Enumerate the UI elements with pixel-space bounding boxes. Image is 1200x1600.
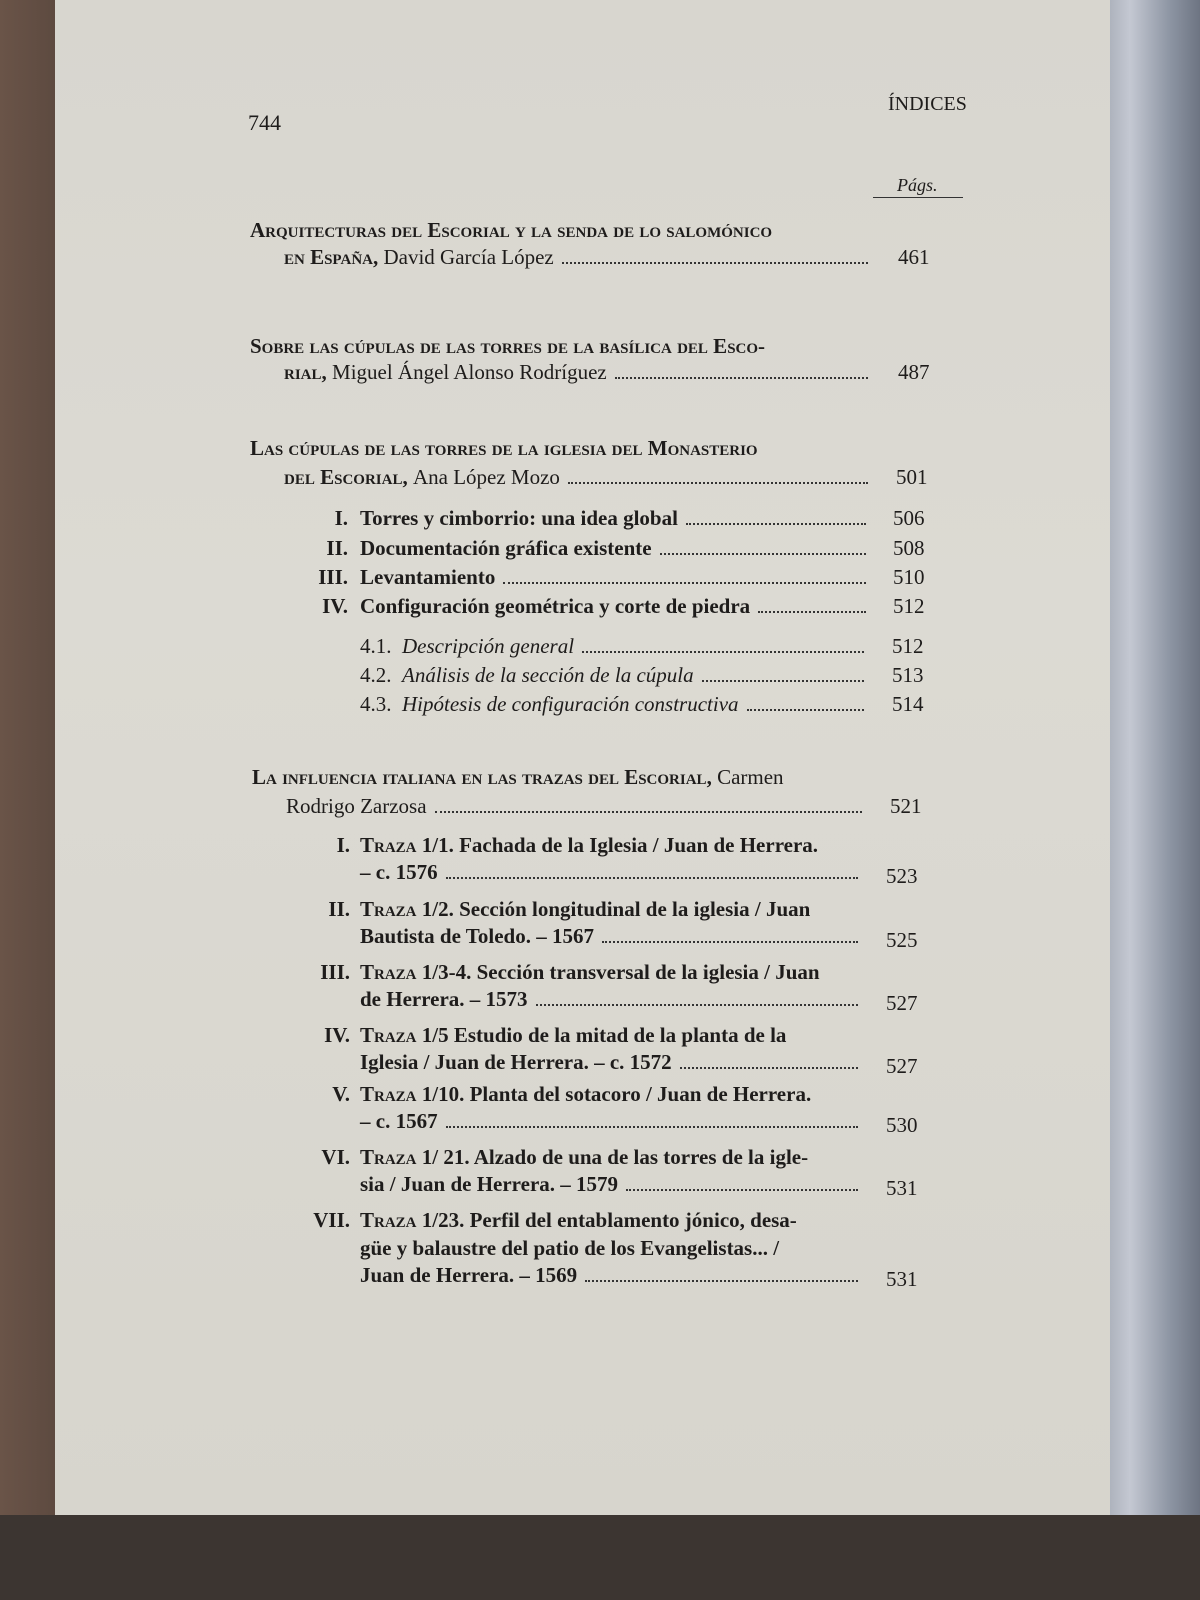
traza-label: Traza [360,897,417,921]
traza-page: 523 [886,864,918,888]
table-surface [0,1515,1200,1600]
traza-label: Traza [360,833,417,857]
traza-page: 527 [886,991,918,1015]
entry-author: David García López [383,245,554,269]
traza-numeral: II. [328,897,350,921]
traza-title-line [360,896,810,922]
traza-title-cont: güe y balaustre del patio de los Evangelistas... / [360,1236,780,1260]
pags-label: Págs. [897,175,938,195]
subsection-title: Hipótesis de configuración constructiva [402,692,739,716]
section-page: 508 [893,536,925,560]
entry-line [284,359,872,385]
subsection-numeral: 4.1. [360,634,392,658]
subsection-line [360,691,868,717]
traza-title-line [360,1207,797,1233]
traza-label: Traza [360,1023,417,1047]
entry-title-cont: del Escorial, [284,465,408,489]
section-line [360,505,870,531]
pags-rule [873,197,963,198]
traza-page: 531 [886,1267,918,1291]
dot-leader [562,262,868,264]
dot-leader [503,582,866,584]
traza-title-end: Bautista de Toledo. – 1567 [360,924,594,948]
running-head: ÍNDICES [888,93,967,115]
dot-leader [585,1280,858,1282]
traza-label: Traza [360,1082,417,1106]
subsection-page: 514 [892,692,924,716]
entry-title: Arquitecturas del Escorial y la senda de lo salomónico [250,218,773,242]
section-line [360,564,870,590]
traza-title-line [360,1144,808,1170]
dot-leader [680,1067,858,1069]
traza-title: 1/ 21. Alzado de una de las torres de la igle- [421,1145,809,1169]
dot-leader [446,1126,858,1128]
dot-leader [758,611,866,613]
traza-last-line [360,1262,862,1288]
traza-numeral: III. [320,960,350,984]
subsection-line [360,662,868,688]
traza-label: Traza [360,1145,417,1169]
section-page: 506 [893,506,925,530]
entry-title-cont: rial, [284,360,327,384]
traza-last-line [360,1108,862,1134]
section-numeral: III. [318,565,348,589]
entry-page: 461 [898,245,930,269]
traza-numeral: VII. [313,1208,350,1232]
entry-author: Miguel Ángel Alonso Rodríguez [332,360,607,384]
section-title: Levantamiento [360,565,496,589]
entry-title-line [252,764,784,790]
traza-last-line [360,1171,862,1197]
entry-page: 487 [898,360,930,384]
dot-leader [582,651,864,653]
section-page: 512 [893,594,925,618]
traza-title-line [360,832,818,858]
dot-leader [702,680,864,682]
book-edge [1110,0,1200,1600]
entry-title: La influencia italiana en las trazas del Escorial, [252,765,712,789]
traza-label: Traza [360,960,417,984]
section-numeral: I. [334,506,348,530]
entry-author-cont: Rodrigo Zarzosa [286,794,427,818]
traza-last-line [360,859,862,885]
traza-last-line [360,923,862,949]
traza-page: 530 [886,1113,918,1137]
subsection-title: Análisis de la sección de la cúpula [402,663,694,687]
subsection-page: 513 [892,663,924,687]
traza-title: 1/23. Perfil del entablamento jónico, desa- [421,1208,797,1232]
entry-author: Ana López Mozo [412,465,560,489]
dot-leader [660,553,866,555]
traza-title: 1/3-4. Sección transversal de la iglesia / Juan [421,960,820,984]
section-line [360,535,870,561]
traza-page: 531 [886,1176,918,1200]
traza-numeral: IV. [324,1023,350,1047]
traza-title-end: – c. 1576 [360,860,438,884]
section-title: Configuración geométrica y corte de piedra [360,594,751,618]
traza-title-line [360,1081,811,1107]
entry-title: Sobre las cúpulas de las torres de la basílica del Esco- [250,334,766,358]
dot-leader [686,523,866,525]
section-title: Documentación gráfica existente [360,536,652,560]
dot-leader [568,482,868,484]
traza-title-end: sia / Juan de Herrera. – 1579 [360,1172,619,1196]
section-page: 510 [893,565,925,589]
traza-title-line [360,1022,786,1048]
traza-last-line [360,1049,862,1075]
traza-title-end: Juan de Herrera. – 1569 [360,1263,578,1287]
subsection-numeral: 4.3. [360,692,392,716]
entry-line [286,793,866,819]
subsection-page: 512 [892,634,924,658]
traza-title-line [360,959,820,985]
entry-title: Las cúpulas de las torres de la iglesia del Monasterio [250,436,758,460]
dot-leader [536,1004,858,1006]
traza-numeral: V. [332,1082,350,1106]
dot-leader [435,811,862,813]
traza-page: 525 [886,928,918,952]
entry-page: 501 [896,465,928,489]
dot-leader [446,877,858,879]
dot-leader [602,941,858,943]
section-numeral: IV. [322,594,348,618]
section-title: Torres y cimborrio: una idea global [360,506,678,530]
traza-last-line [360,986,862,1012]
traza-page: 527 [886,1054,918,1078]
traza-title: 1/2. Sección longitudinal de la iglesia / Juan [421,897,811,921]
dot-leader [747,709,864,711]
section-line [360,593,870,619]
entry-page: 521 [890,794,922,818]
entry-author: Carmen [717,765,784,789]
traza-title: 1/1. Fachada de la Iglesia / Juan de Herrera. [421,833,819,857]
section-numeral: II. [326,536,348,560]
traza-numeral: I. [336,833,350,857]
entry-title-cont: en España, [284,245,379,269]
traza-title-end: Iglesia / Juan de Herrera. – c. 1572 [360,1050,672,1074]
traza-title: 1/5 Estudio de la mitad de la planta de la [421,1023,787,1047]
traza-numeral: VI. [321,1145,350,1169]
dot-leader [626,1189,858,1191]
entry-line [284,244,872,270]
subsection-line [360,633,868,659]
entry-line [284,464,872,490]
subsection-numeral: 4.2. [360,663,392,687]
traza-title: 1/10. Planta del sotacoro / Juan de Herrera. [421,1082,812,1106]
subsection-title: Descripción general [402,634,575,658]
page-number: 744 [248,110,281,135]
traza-title-end: – c. 1567 [360,1109,438,1133]
dot-leader [615,377,868,379]
traza-title-end: de Herrera. – 1573 [360,987,528,1011]
traza-label: Traza [360,1208,417,1232]
